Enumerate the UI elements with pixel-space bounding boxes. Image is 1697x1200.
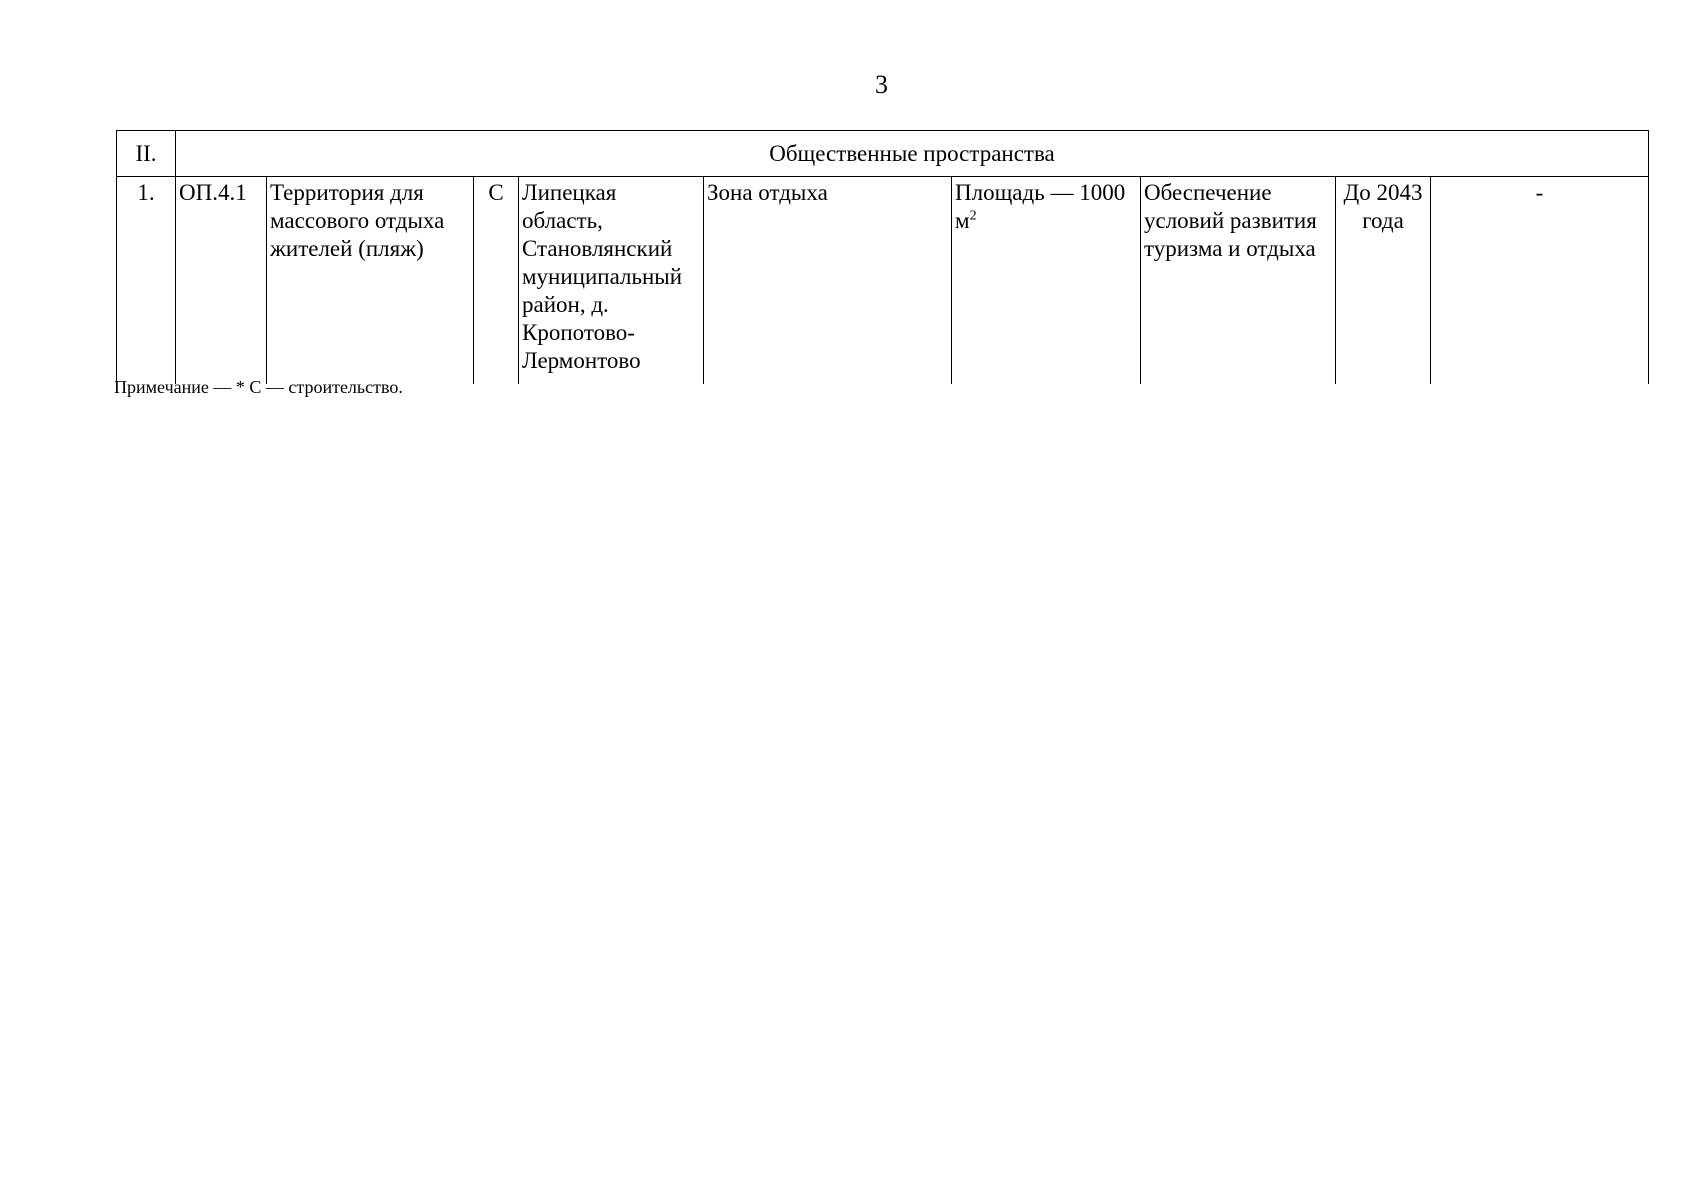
object-deadline: До 2043 года	[1336, 177, 1431, 385]
object-purpose: Обеспечение условий развития туризма и отдыха	[1141, 177, 1336, 385]
object-location: Липецкая область, Становлянский муниципальный район, д. Кропотово-Лермонтово	[519, 177, 704, 385]
characteristics-text: Площадь — 1000 м	[955, 180, 1126, 233]
table-row	[117, 177, 1649, 385]
object-type: С	[474, 177, 519, 385]
object-zone: Зона отдыха	[704, 177, 952, 385]
section-row	[117, 131, 1649, 177]
section-title: Общественные пространства	[176, 131, 1649, 177]
section-number: II.	[117, 131, 176, 177]
object-name: Территория для массового отдыха жителей (пляж)	[267, 177, 474, 385]
objects-table	[116, 130, 1649, 384]
object-characteristics	[952, 177, 1141, 385]
page-number: 3	[875, 70, 888, 99]
row-number: 1.	[117, 177, 176, 385]
footnote: Примечание — * С — строительство.	[114, 377, 403, 397]
object-extra: -	[1431, 177, 1649, 385]
object-code: ОП.4.1	[176, 177, 267, 385]
characteristics-superscript: 2	[969, 208, 977, 224]
